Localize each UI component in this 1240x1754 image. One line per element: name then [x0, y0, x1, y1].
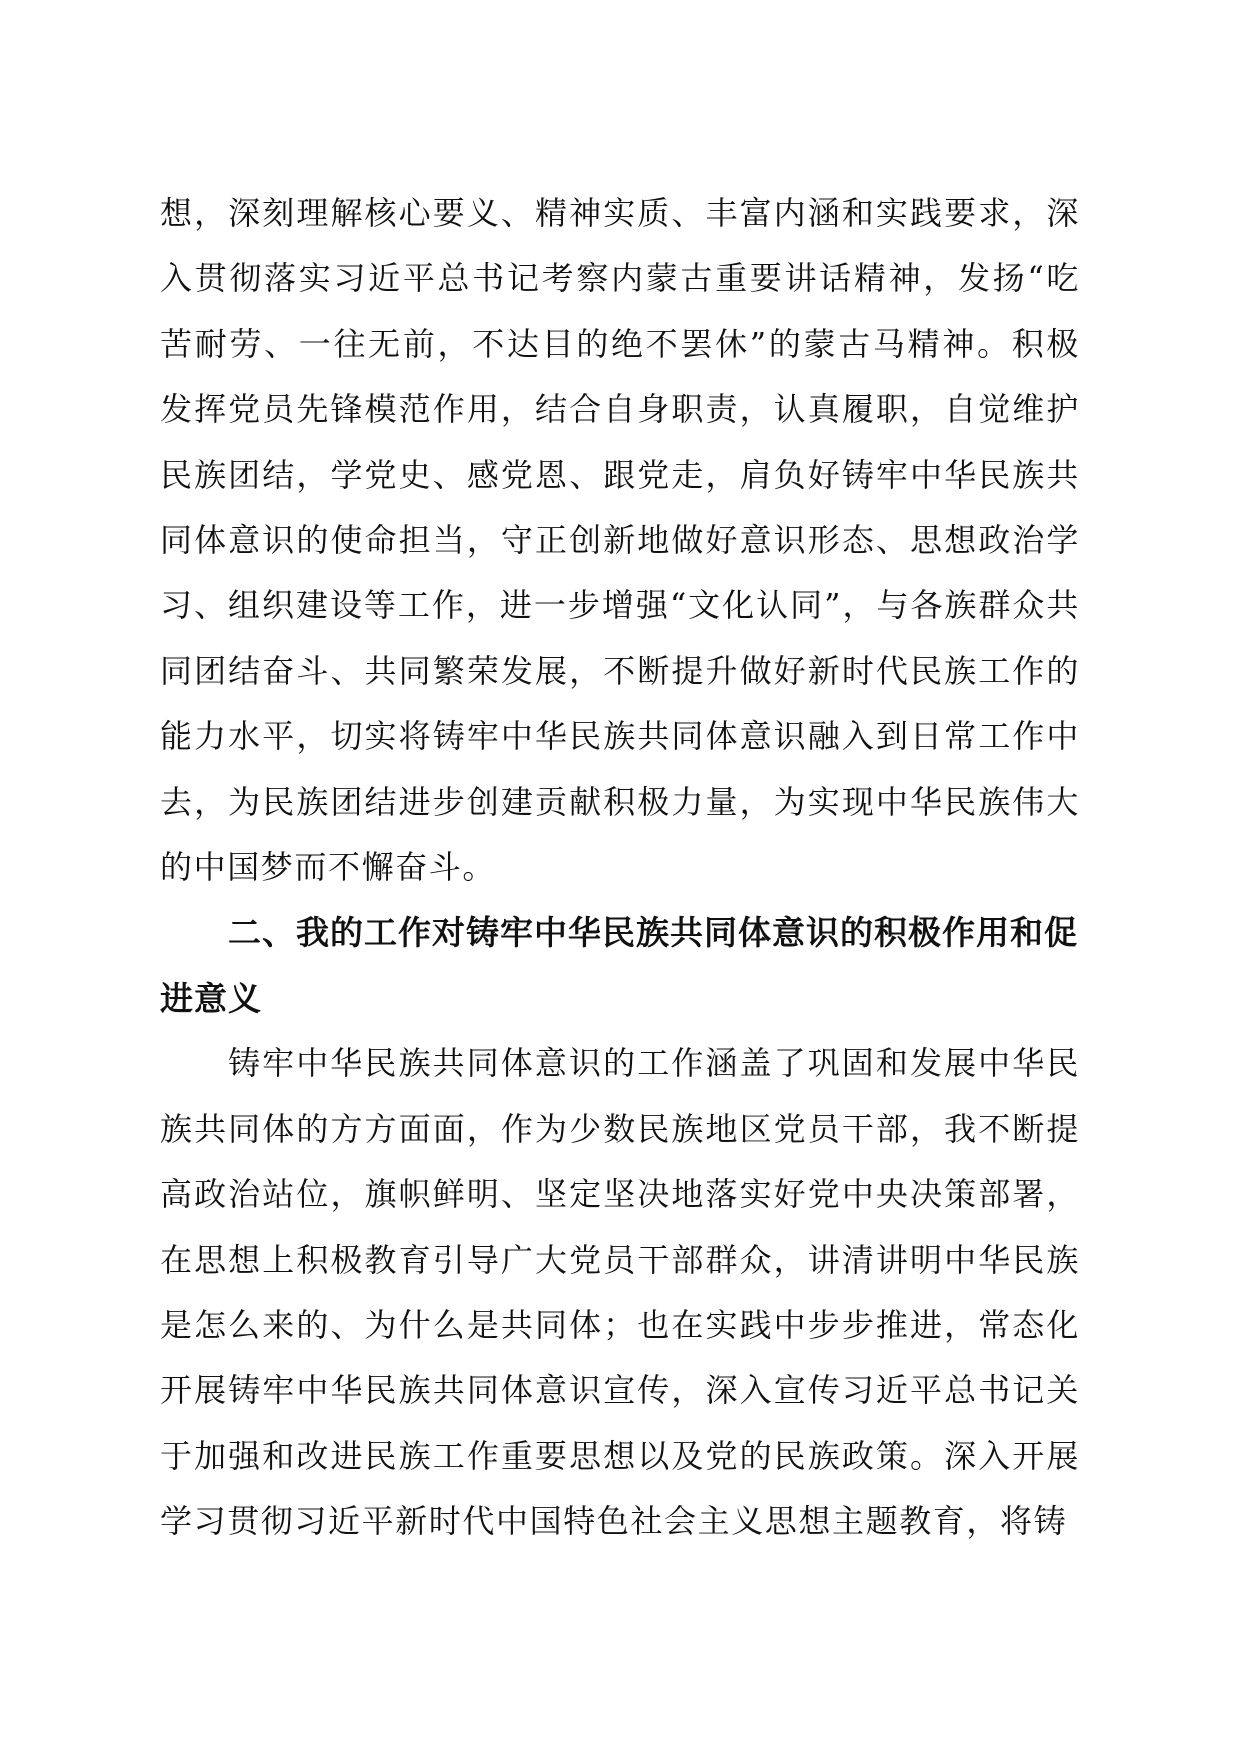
body-paragraph-1: 想，深刻理解核心要义、精神实质、丰富内涵和实践要求，深入贯彻落实习近平总书记考察内蒙古重要讲话精神，发扬“吃苦耐劳、一往无前，不达目的绝不罢休”的蒙古马精神。积极发挥党员先锋模范作用，结合自身职责，认真履职，自觉维护民族团结，学党史、感党恩、跟党走，肩负好铸牢中华民族共同体意识的使命担当，守正创新地做好意识形态、思想政治学习、组织建设等工作，进一步增强“文化认同”，与各族群众共同团结奋斗、共同繁荣发展，不断提升做好新时代民族工作的能力水平，切实将铸牢中华民族共同体意识融入到日常工作中去，为民族团结进步创建贡献积极力量，为实现中华民族伟大的中国梦而不懈奋斗。	[160, 194, 1080, 887]
section-heading: 二、我的工作对铸牢中华民族共同体意识的积极作用和促进意义	[160, 913, 1078, 1018]
document-body	[160, 181, 1080, 1555]
body-paragraph-2: 铸牢中华民族共同体意识的工作涵盖了巩固和发展中华民族共同体的方方面面，作为少数民族地区党员干部，我不断提高政治站位，旗帜鲜明、坚定坚决地落实好党中央决策部署，在思想上积极教育引导广大党员干部群众，讲清讲明中华民族是怎么来的、为什么是共同体；也在实践中步步推进，常态化开展铸牢中华民族共同体意识宣传，深入宣传习近平总书记关于加强和改进民族工作重要思想以及党的民族政策。深入开展学习贯彻习近平新时代中国特色社会主义思想主题教育，将铸	[160, 1044, 1080, 1541]
